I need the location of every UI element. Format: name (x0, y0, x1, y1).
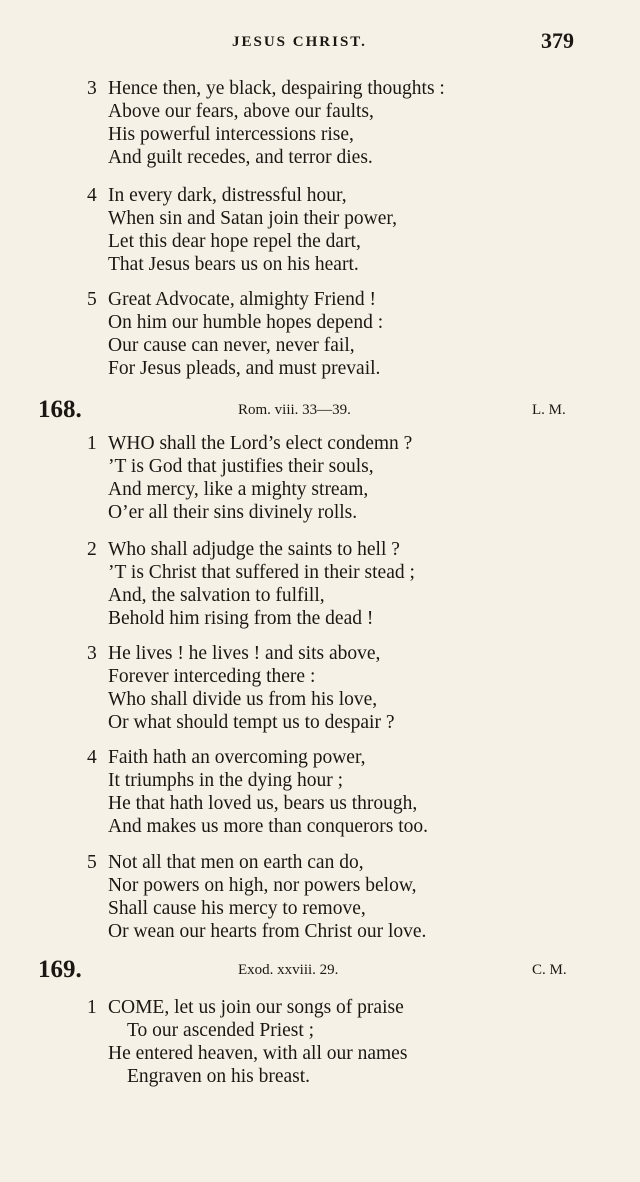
verse-line: Shall cause his mercy to remove, (108, 898, 366, 919)
running-head (0, 30, 640, 60)
verse-line: In every dark, distressful hour, (108, 185, 347, 206)
verse-line: COME, let us join our songs of praise (108, 997, 404, 1018)
page-number: 379 (541, 28, 574, 53)
verse-number: 5 (87, 289, 97, 310)
verse-line: Nor powers on high, nor powers below, (108, 875, 417, 896)
verse-line: Or wean our hearts from Christ our love. (108, 921, 427, 942)
verse-line: And mercy, like a mighty stream, (108, 479, 369, 500)
verse-line: Great Advocate, almighty Friend ! (108, 289, 377, 310)
verse-line: ’T is God that justifies their souls, (108, 456, 374, 477)
verse-line: For Jesus pleads, and must prevail. (108, 358, 381, 379)
verse-number: 3 (87, 643, 97, 664)
scripture-reference: Exod. xxviii. 29. (238, 962, 339, 978)
hymn-heading (0, 398, 640, 428)
running-title: JESUS CHRIST. (232, 34, 367, 50)
hymn-number: 168. (38, 396, 82, 423)
hymn-meter: L. M. (532, 402, 566, 418)
verse-line: It triumphs in the dying hour ; (108, 770, 344, 791)
verse-number: 4 (87, 185, 97, 206)
verse-number: 2 (87, 539, 97, 560)
verse-number: 4 (87, 747, 97, 768)
verse-line: Engraven on his breast. (127, 1066, 311, 1087)
hymn-heading (0, 958, 640, 988)
verse-line: Or what should tempt us to despair ? (108, 712, 395, 733)
verse-number: 5 (87, 852, 97, 873)
verse (0, 996, 640, 1088)
verse-number: 1 (87, 433, 97, 454)
verse-number: 3 (87, 78, 97, 99)
verse-line: Let this dear hope repel the dart, (108, 231, 361, 252)
verse (0, 538, 640, 630)
verse-line: On him our humble hopes depend : (108, 312, 384, 333)
verse-line: Our cause can never, never fail, (108, 335, 355, 356)
verse (0, 432, 640, 524)
scripture-reference: Rom. viii. 33—39. (238, 402, 351, 418)
hymn-number: 169. (38, 956, 82, 983)
verse-line: And, the salvation to fulfill, (108, 585, 325, 606)
verse-line: When sin and Satan join their power, (108, 208, 397, 229)
verse-line: Forever interceding there : (108, 666, 316, 687)
verse-line: Hence then, ye black, despairing thoughts : (108, 78, 445, 99)
verse (0, 288, 640, 380)
verse (0, 851, 640, 943)
verse-line: That Jesus bears us on his heart. (108, 254, 359, 275)
verse (0, 642, 640, 734)
verse-line: WHO shall the Lord’s elect condemn ? (108, 433, 413, 454)
verse-line: Behold him rising from the dead ! (108, 608, 374, 629)
verse-line: Above our fears, above our faults, (108, 101, 374, 122)
verse-line: His powerful intercessions rise, (108, 124, 354, 145)
verse-line: He entered heaven, with all our names (108, 1043, 408, 1064)
verse (0, 184, 640, 276)
verse (0, 77, 640, 169)
verse-line: And guilt recedes, and terror dies. (108, 147, 373, 168)
verse-number: 1 (87, 997, 97, 1018)
verse-line: To our ascended Priest ; (127, 1020, 315, 1041)
verse-line: Who shall divide us from his love, (108, 689, 378, 710)
verse-line: He lives ! he lives ! and sits above, (108, 643, 381, 664)
verse-line: He that hath loved us, bears us through, (108, 793, 418, 814)
verse-line: And makes us more than conquerors too. (108, 816, 429, 837)
verse-line: O’er all their sins divinely rolls. (108, 502, 358, 523)
verse-line: Who shall adjudge the saints to hell ? (108, 539, 400, 560)
hymn-meter: C. M. (532, 962, 567, 978)
verse-line: Not all that men on earth can do, (108, 852, 364, 873)
verse-line: Faith hath an overcoming power, (108, 747, 366, 768)
verse-line: ’T is Christ that suffered in their stead ; (108, 562, 415, 583)
verse (0, 746, 640, 838)
